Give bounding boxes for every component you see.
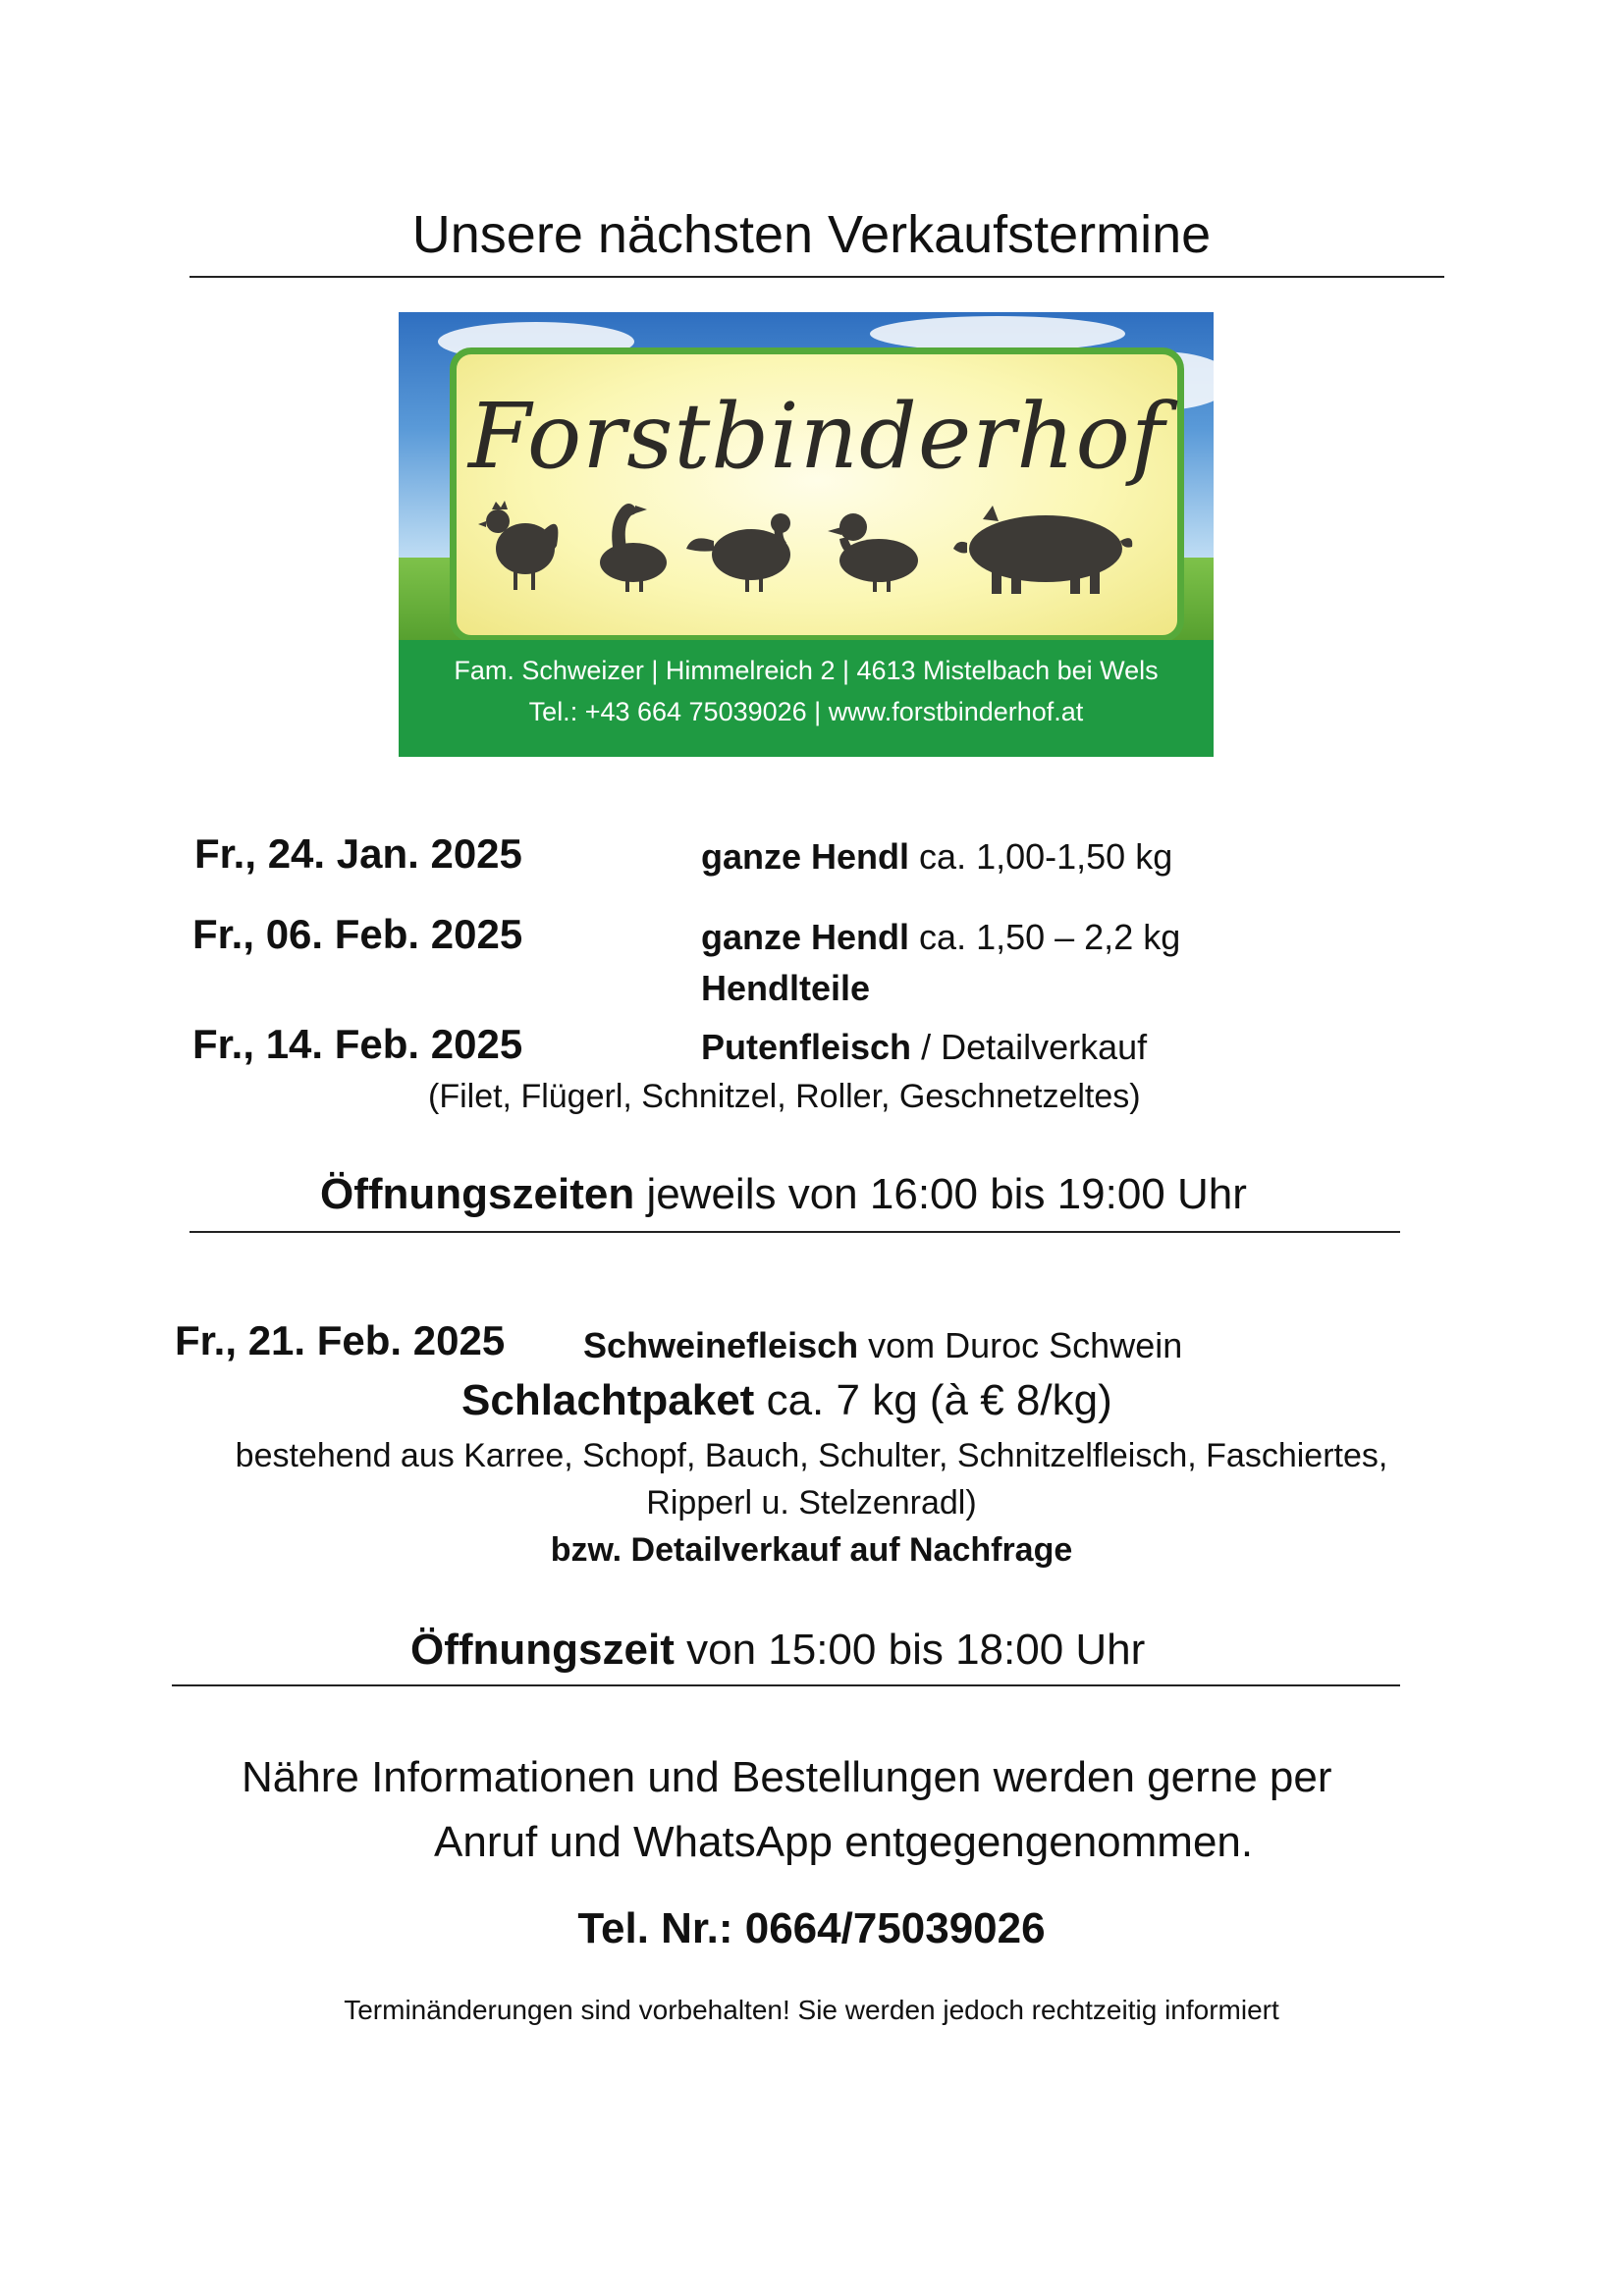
event-date: Fr., 24. Jan. 2025 (194, 830, 522, 877)
event-detail: ca. 1,00-1,50 kg (919, 836, 1173, 877)
opening-hours-text: jeweils von 16:00 bis 19:00 Uhr (646, 1170, 1247, 1218)
forstbinderhof-logo (399, 312, 1214, 757)
info-text: Nähre Informationen und Bestellungen werden gerne per (242, 1753, 1332, 1801)
event-detail: vom Duroc Schwein (868, 1325, 1183, 1365)
event-product-line (701, 1027, 1147, 1068)
turkey-icon (686, 513, 790, 592)
opening-hours-label: Öffnungszeit (410, 1626, 675, 1674)
title-divider (189, 276, 1444, 278)
phone-number: Tel. Nr.: 0664/75039026 (577, 1904, 1046, 1952)
event-date: Fr., 21. Feb. 2025 (175, 1317, 506, 1363)
logo-contact: Tel.: +43 664 75039026 | www.forstbinderhof.at (528, 697, 1084, 726)
package-contents: Ripperl u. Stelzenradl) (646, 1484, 977, 1522)
opening-hours-label: Öffnungszeiten (320, 1170, 635, 1218)
hours-divider (189, 1231, 1400, 1233)
event-detail: / Detailverkauf (921, 1027, 1148, 1067)
hours-divider (172, 1684, 1400, 1686)
event-product-line (701, 836, 1172, 878)
page-title: Unsere nächsten Verkaufstermine (411, 205, 1212, 264)
opening-hours-text: von 15:00 bis 18:00 Uhr (686, 1626, 1146, 1674)
footer-note: Terminänderungen sind vorbehalten! Sie werden jedoch rechtzeitig informiert (344, 1995, 1279, 2025)
event-product-line (701, 917, 1180, 958)
package-line (461, 1376, 1112, 1425)
event-product: ganze Hendl (701, 836, 910, 877)
package-detail: ca. 7 kg (à € 8/kg) (766, 1376, 1112, 1424)
opening-hours (320, 1170, 1247, 1219)
logo-brand-text: Forstbinderhof (468, 384, 1165, 489)
package-label: Schlachtpaket (461, 1376, 755, 1424)
event-product: Schweinefleisch (583, 1325, 859, 1365)
opening-hours (410, 1626, 1145, 1675)
event-extra: Hendlteile (701, 968, 871, 1008)
chicken-icon (478, 501, 558, 590)
event-note: (Filet, Flügerl, Schnitzel, Roller, Geschnetzeltes) (428, 1078, 1141, 1115)
event-product: Putenfleisch (701, 1027, 912, 1067)
event-date: Fr., 14. Feb. 2025 (192, 1021, 523, 1067)
logo-animals (457, 492, 1177, 600)
duck-icon (828, 513, 918, 592)
info-text: Anruf und WhatsApp entgegengenommen. (434, 1818, 1254, 1866)
pig-icon (953, 506, 1132, 594)
package-contents: bestehend aus Karree, Schopf, Bauch, Schulter, Schnitzelfleisch, Faschiertes, (235, 1437, 1388, 1474)
event-date: Fr., 06. Feb. 2025 (192, 911, 523, 957)
event-product: ganze Hendl (701, 917, 910, 957)
event-product-line (583, 1325, 1182, 1366)
event-detail: ca. 1,50 – 2,2 kg (919, 917, 1181, 957)
cloud-2 (870, 316, 1125, 351)
logo-address: Fam. Schweizer | Himmelreich 2 | 4613 Mistelbach bei Wels (454, 656, 1159, 685)
goose-icon (600, 504, 667, 592)
logo-sign (450, 347, 1184, 642)
package-note: bzw. Detailverkauf auf Nachfrage (550, 1531, 1073, 1569)
